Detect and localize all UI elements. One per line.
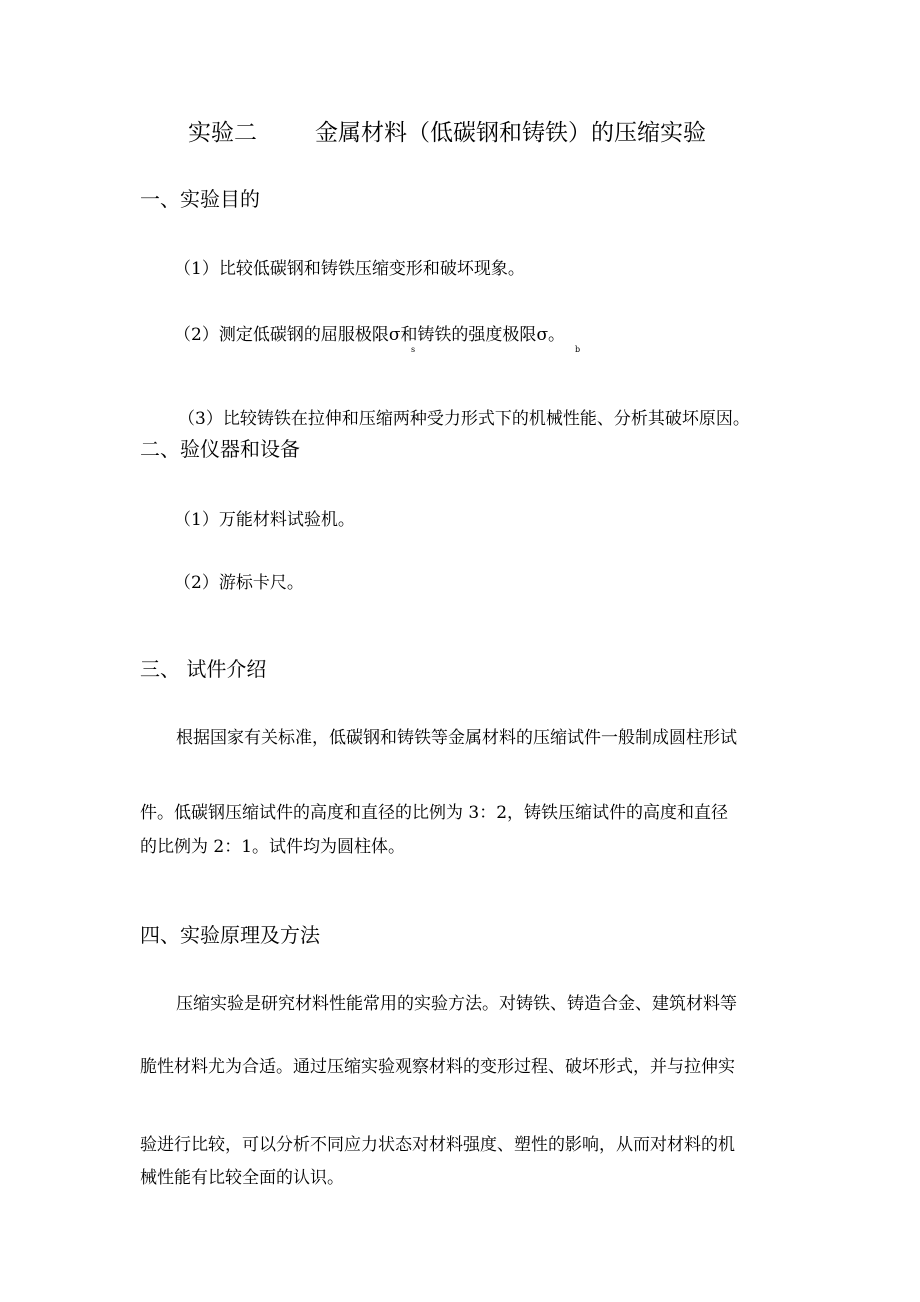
purpose-item-1: （1）比较低碳钢和铸铁压缩变形和破坏现象。 (174, 259, 525, 279)
title-experiment-name: 金属材料（低碳钢和铸铁）的压缩实验 (315, 120, 706, 146)
specimen-paragraph-line-2: 件。低碳钢压缩试件的高度和直径的比例为 3：2，铸铁压缩试件的高度和直径 (140, 803, 729, 823)
purpose-item-2-end: 。 (548, 325, 566, 345)
purpose-item-2-text-a: （2）测定低碳钢的屈服极限 (174, 325, 389, 345)
specimen-paragraph-line-3: 的比例为 2：1。试件均为圆柱体。 (140, 837, 406, 857)
section-heading-equipment: 二、验仪器和设备 (140, 437, 300, 461)
section-heading-principle: 四、实验原理及方法 (140, 923, 320, 947)
page-title (188, 114, 706, 147)
purpose-item-3: （3）比较铸铁在拉伸和压缩两种受力形式下的机械性能、分析其破坏原因。 (178, 409, 750, 429)
specimen-paragraph-line-1: 根据国家有关标准，低碳钢和铸铁等金属材料的压缩试件一般制成圆柱形试 (176, 728, 737, 748)
sigma-symbol: σ (388, 325, 401, 345)
purpose-item-2 (174, 320, 565, 345)
principle-paragraph-line-3: 验进行比较，可以分析不同应力状态对材料强度、塑性的影响，从而对材料的机 (140, 1135, 735, 1155)
principle-paragraph-line-1: 压缩实验是研究材料性能常用的实验方法。对铸铁、铸造合金、建筑材料等 (176, 994, 737, 1014)
title-experiment-number: 实验二 (188, 120, 257, 146)
section-heading-specimen: 三、 试件介绍 (140, 657, 267, 681)
subscript-s: s (411, 345, 416, 354)
principle-paragraph-line-4: 械性能有比较全面的认识。 (140, 1168, 344, 1188)
sigma-symbol: σ (536, 325, 549, 345)
section-heading-purpose: 一、实验目的 (140, 187, 260, 211)
principle-paragraph-line-2: 脆性材料尤为合适。通过压缩实验观察材料的变形过程、破坏形式，并与拉伸实 (140, 1057, 735, 1077)
equipment-item-2: （2）游标卡尺。 (174, 573, 304, 593)
purpose-item-2-text-b: 和铸铁的强度极限 (400, 325, 537, 345)
subscript-b: b (575, 345, 581, 354)
equipment-item-1: （1）万能材料试验机。 (174, 510, 355, 530)
